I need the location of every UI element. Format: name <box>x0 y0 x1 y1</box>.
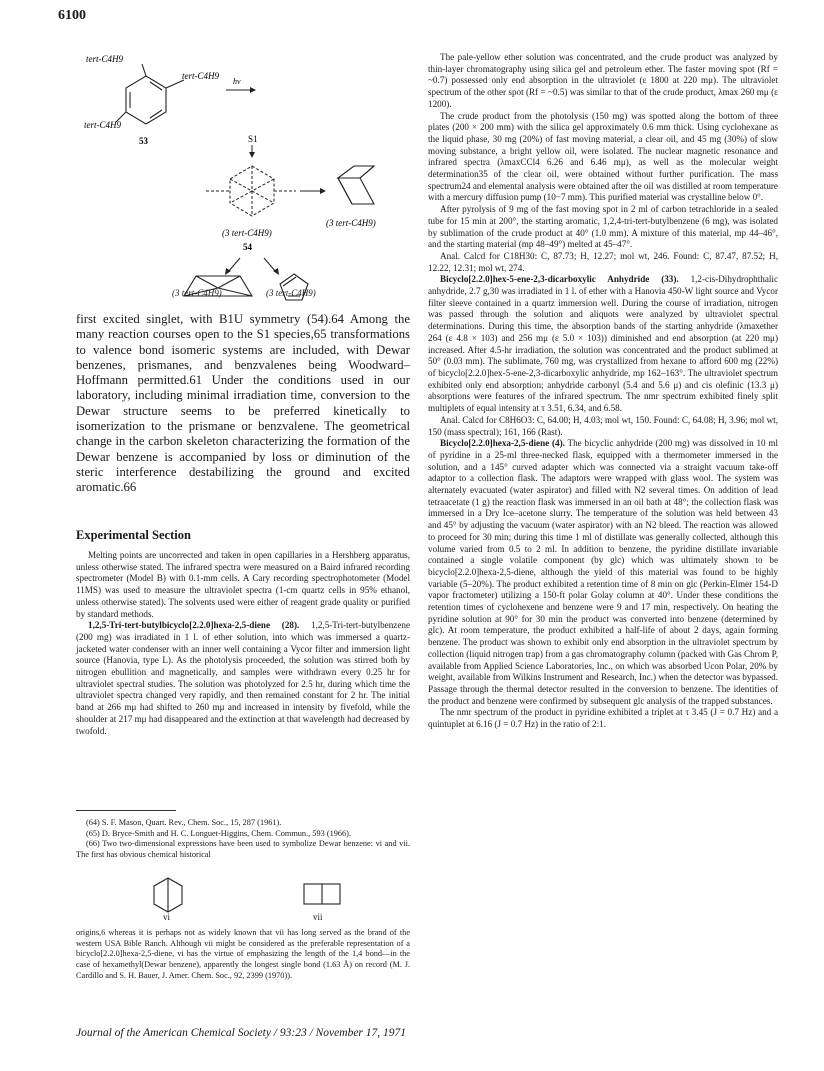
substituent-right: tert-C4H9 <box>182 71 219 81</box>
right-p8: The nmr spectrum of the product in pyridine exhibited a triplet at τ 3.45 (J = 0.7 Hz) and a quintuplet at 6.16 (J = 0.7 Hz) in the ratio of 2:1. <box>428 707 778 730</box>
reaction-scheme <box>76 48 410 303</box>
symbol-vi <box>154 878 182 912</box>
footnotes <box>76 818 410 861</box>
compound-4-body: The bicyclic anhydride (200 mg) was dissolved in 10 ml of pyridine in a 25-ml three-necked flask, equipped with a thermometer immersed in the solution, and a 145° curved adapter which was connected via a straight vacuum take-off adaptor to a collection flask. The adaptors were wrapped with glass wool. The system was alternately evacuated (water aspirator) and filled with N2 several times. On addition of lead tetraacetate (1 g) the reaction flask was immersed in an oil bath at 48°; the collection flask was immersed in a Dry Ice–acetone slurry. The temperature of the solution was held between 43 and 45° by adjusting the vacuum (water aspirator) with an N2 bleed. The reaction was allowed to proceed for 30 min; during this time 1 ml of distillate was generally collected, although this volume varied from 0.5 to 2 ml. In addition to benzene, the pyridine distillate invariable contained a single volatile component (by glc) which was ultimately shown to be bicyclo[2.2.0]hexa-2,5-diene, although the yield of this material was found to be highly variable (5–20%). The product exhibited a retention time of 8 min on glc (Perkin-Elmer 154-D vapor fractometer) utilizing a 150-ft polar Golay column at 40°. Under these conditions the retention times of cyclohexene and benzene were 9 and 17 min, respectively. On heating the pyridine solution at 90° for 30 min the product was converted into benzene (determined by glc). At room temperature, the product exhibited a half-life of about 2 days, again forming benzene. The product was shown to exhibit only end absorption in the ultraviolet spectrum by collection (liquid nitrogen trap) from a gas chromatography column (packed with Gas Chrom P, available from Applied Science Laboratories, Inc., on which was absorbed Ucon Polar, 20% by weight, available from Wilkins Instrument and Research, Inc.) when the detector was bypassed. Passage through the thermal detector resulted in the conversion to benzene. The identities of the product and benzene were confirmed by subsequent glc analysis of the trapped substances. <box>428 438 778 706</box>
compound-33-title: Bicyclo[2.2.0]hex-5-ene-2,3-dicarboxylic Anhydride (33). <box>440 274 679 285</box>
right-p2: The crude product from the photolysis (150 mg) was spotted along the bottom of three plates (200 × 200 mm) with the silica gel approximately 0.6 mm thick. Using cyclohexane as the liquid phase, 30 mg (20%) of fast moving material, a clear oil, and 45 mg (30%) of slow moving substance, a bright yellow oil, were isolated. The nuclear magnetic resonance and infrared spectra (λmaxCCl4 6.26 and 6.46 mμ), as well as the molecular weight determination35 of the clear oil, were obtained without further purification. The mass spectrum24 and elemental analysis were obtained after the oil was distilled at room temperature with a mercury diffusion pump (10−7 mm). This purified material was crystalline below 0°. <box>428 110 778 203</box>
right-p5 <box>428 274 778 414</box>
right-p7 <box>428 438 778 707</box>
caption-54-sub: (3 tert-C4H9) <box>222 228 272 238</box>
compound-28-body: 1,2,5-Tri-tert-butylbenzene (200 mg) was irradiated in 1 l. of ether solution, into which was immersed a quartz-jacketed water condenser with an inner well containing a Vycor filter and immersion light source (Hanovia, type L). As the photolysis proceeded, the solution was stirred both by nitrogen ebullition and magnetically, and samples were withdrawn every 0.25 hr for ultraviolet spectral studies. The solution was photolyzed for 2.5 hr, during which time the ultraviolet spectra changed very rapidly, and then remained constant for 2 hr. The initial band at 266 mμ had shifted to 260 mμ and increased in intensity by fivefold, while the shoulder at 217 mμ had disappeared and the extinction at that wavelength had decreased by twofold. <box>76 620 410 736</box>
compound-4-title: Bicyclo[2.2.0]hexa-2,5-diene (4). <box>440 438 565 449</box>
dewar-symbols-drawing <box>76 874 410 924</box>
compound-33-body: 1,2-cis-Dihydrophthalic anhydride, 2.7 g,30 was irradiated in 1 l. of ether with a Hanovia 450-W light source and Vycor filter sleeve contained in a quartz immersion well. During the course of irradiation, nitrogen was passed through the solution and aliquots were analyzed by ultraviolet spectral determinations. During this time, the absorption bands of the starting anhydride (λmaxether 264 (ε 4.8 × 103) and 256 mμ (ε 5.0 × 103)) diminished and end absorption (at 220 mμ) increased. After 4.5-hr irradiation, the solution was concentrated and the product sublimed at 50° (0.03 mm). The sublimate, 760 mg, was crystallized from hexane to afford 600 mg (22%) of bicyclo[2.2.0]hex-5-ene-2,3-dicarboxylic anhydride, mp 162–163°. The ultraviolet spectrum exhibited only end absorption; anhydride carbonyl (5.4 and 5.6 μ) and cis olefinic (13.3 μ) absorptions were features of the infrared spectrum. The nmr spectrum exhibited finely split multiplets of equal intensity at τ 3.51, 6.34, and 6.58. <box>428 274 778 414</box>
scheme-drawing <box>76 48 410 303</box>
right-p3: After pyrolysis of 9 mg of the fast moving spot in 2 ml of carbon tetrachloride in a sealed tube for 15 min at 200°, the starting aromatic, 1,2,4-tri-tert-butylbenzene (6 mg), was isolated by sublimation of the crude product at 40° (1.0 mm). A mixture of this material, mp 44–46°, and the starting material (mp 48–49°) melted at 45–47°. <box>428 204 778 250</box>
compound-54-number: 54 <box>243 242 252 252</box>
right-p6: Anal. Calcd for C8H6O3: C, 64.00; H, 4.03; mol wt, 150. Found: C, 64.08; H, 3.96; mol wt, 150 (mass spectral); 161, 166 (Rast). <box>428 414 778 437</box>
excited-state-54 <box>206 166 296 216</box>
footnote-66-cont: origins,6 whereas it is perhaps not as widely known that vii has long served as the brand of the western USA Bible Ranch. Although vii might be considered as the preferable representation of a bicyclo[2.2.0]hexa-2,5-diene, vi has the virtue of emphasizing the length of the 1,4 bond—in the case of hexamethyl(Dewar benzene), apparently the longest single bond (1.63 Å) on record (M. J. Cardillo and S. H. Bauer, J. Amer. Chem. Soc., 92, 2399 (1970)). <box>76 928 410 980</box>
left-intro-text <box>76 312 410 496</box>
page-number: 6100 <box>58 8 86 23</box>
footnote-rule <box>76 810 176 811</box>
compound-53-number: 53 <box>139 136 148 146</box>
right-column <box>428 52 778 731</box>
exp-paragraph-2 <box>76 620 410 737</box>
footnote-66: (66) Two two-dimensional expressions have been used to symbolize Dewar benzene: vi and vii. The first has obvious chemical historical <box>76 839 410 860</box>
symbol-vii <box>304 884 340 904</box>
benzvalene-sub: (3 tert-C4H9) <box>266 288 316 298</box>
footnote-66-continued <box>76 928 410 982</box>
right-p1: The pale-yellow ether solution was concentrated, and the crude product was analyzed by thin-layer chromatography using silica gel and petroleum ether. The faster moving spot (Rf = ~0.7) possessed only end absorption in the ultraviolet (ε 1800 at 220 mμ). The ultraviolet spectrum of the other spot (Rf = ~0.5) was similar to that of the crude product, λmax 260 mμ (ε 1200). <box>428 52 778 109</box>
prismane-sub: (3 tert-C4H9) <box>172 288 222 298</box>
dewar-benzene <box>338 166 374 204</box>
state-label-s1: S1 <box>248 134 258 144</box>
label-vi: vi <box>163 912 171 922</box>
experimental-text <box>76 550 410 737</box>
dewar-symbols <box>76 874 410 924</box>
journal-footer: Journal of the American Chemical Society / 93:23 / November 17, 1971 <box>76 1027 407 1039</box>
experimental-heading: Experimental Section <box>76 528 191 542</box>
intro-paragraph: first excited singlet, with B1U symmetry (54).64 Among the many reaction courses open to the S1 species,65 transformations to valence bond isomeric systems are included, with Dewar benzenes, prismanes, and benzvalenes being Woodward–Hoffmann permitted.61 Under the conditions used in our laboratory, including minimal irradiation time, conversion to the Dewar structure seems to be preferred kinetically to isomerization to the prismane or benzvalene. The geometrical change in the carbon skeleton characterizing the formation of the Dewar benzene is accompanied by loss or diminution of the steric interference destabilizing the ground and excited aromatic.66 <box>76 312 410 495</box>
compound-53-ring <box>116 64 184 124</box>
label-vii: vii <box>313 912 323 922</box>
footnote-65: (65) D. Bryce-Smith and H. C. Longuet-Higgins, Chem. Commun., 593 (1966). <box>86 828 352 838</box>
compound-28-title: 1,2,5-Tri-tert-butylbicyclo[2.2.0]hexa-2,5-diene (28). <box>88 620 300 631</box>
right-p4: Anal. Calcd for C18H30: C, 87.73; H, 12.27; mol wt, 246. Found: C, 87.47, 87.52; H, 12.22, 12.31; mol wt, 274. <box>428 250 778 273</box>
footnote-64: (64) S. F. Mason, Quart. Rev., Chem. Soc., 15, 287 (1961). <box>86 818 282 827</box>
substituent-top: tert-C4H9 <box>86 54 123 64</box>
arrow-label-hv: hν <box>233 77 241 86</box>
substituent-left: tert-C4H9 <box>84 120 121 130</box>
dewar-sub: (3 tert-C4H9) <box>326 218 376 228</box>
exp-paragraph-1: Melting points are uncorrected and taken in open capillaries in a Hershberg apparatus, unless otherwise stated. The infrared spectra were measured on a Baird infrared recording spectrometer (Model B) with 0.1-mm cells. A Cary recording spectrophotometer (Model 11MS) was used to measure the ultraviolet spectra (1-cm quartz cells in 95% ethanol, unless otherwise stated). The solvents used were either of reagent grade quality or purified by standard methods. <box>76 550 410 619</box>
